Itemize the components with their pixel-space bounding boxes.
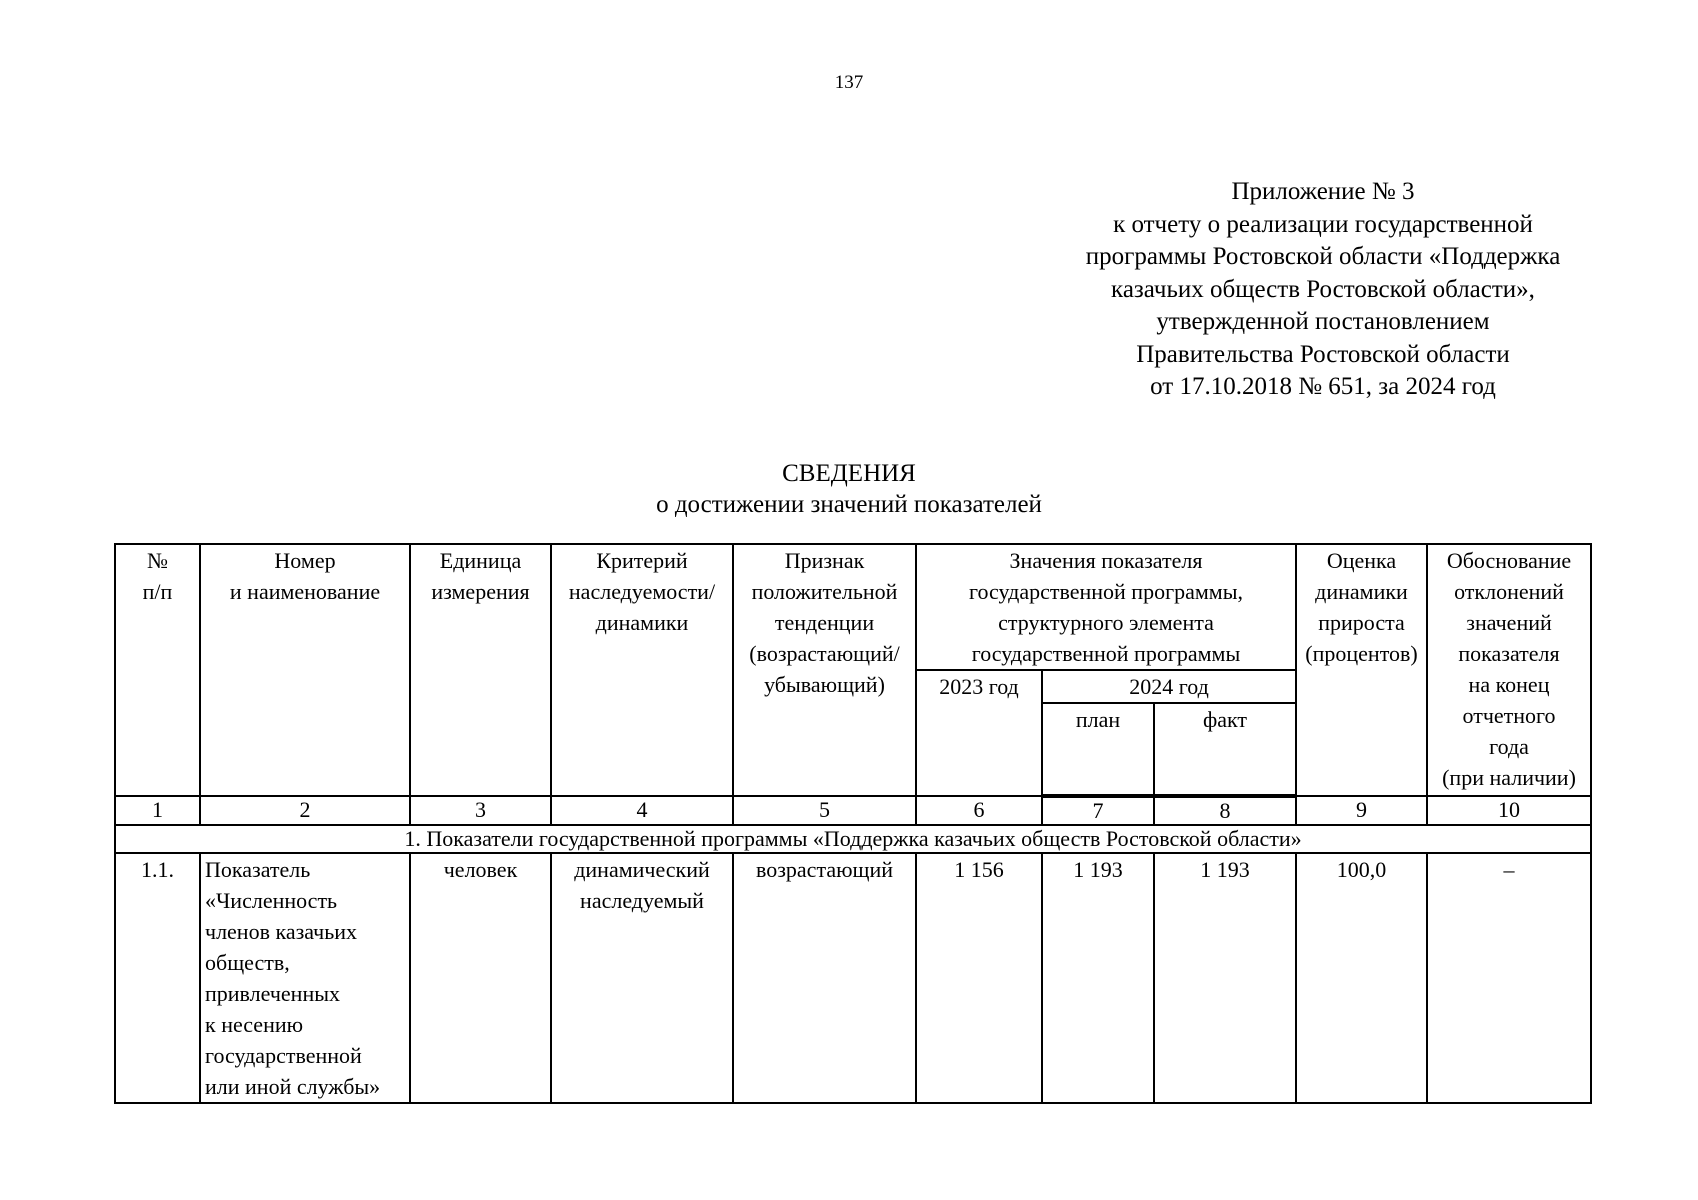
appendix-line: Приложение № 3 (1231, 178, 1415, 205)
row-criterion: динамический наследуемый (551, 853, 733, 1103)
column-number: 7 (1042, 796, 1154, 825)
document-title (0, 458, 1698, 520)
table-row (115, 853, 1591, 1103)
column-number: 9 (1296, 796, 1427, 825)
column-number: 4 (551, 796, 733, 825)
row-trend: возрастающий (733, 853, 916, 1103)
row-growth: 100,0 (1296, 853, 1427, 1103)
column-numbers-row (115, 796, 1591, 825)
indicators-table (114, 543, 1592, 1104)
header-fact: факт (1154, 703, 1296, 796)
appendix-line: к отчету о реализации государственной (1113, 210, 1533, 238)
header-col-criterion: Критерий наследуемости/ динамики (551, 544, 733, 796)
column-number: 5 (733, 796, 916, 825)
column-number: 2 (200, 796, 410, 825)
header-col-number: № п/п (115, 544, 200, 796)
appendix-line: от 17.10.2018 № 651, за 2024 год (1150, 373, 1496, 400)
row-fact-2024: 1 193 (1154, 853, 1296, 1103)
column-number: 8 (1154, 796, 1296, 825)
column-number: 6 (916, 796, 1042, 825)
document-title-main: СВЕДЕНИЯ (782, 460, 916, 487)
header-col-unit: Единица измерения (410, 544, 551, 796)
header-year-2024: 2024 год (1042, 670, 1296, 703)
row-value-2023: 1 156 (916, 853, 1042, 1103)
header-year-2023: 2023 год (916, 670, 1042, 796)
column-number: 10 (1427, 796, 1591, 825)
column-number: 1 (115, 796, 200, 825)
row-justification: – (1427, 853, 1591, 1103)
row-indicator-name: Показатель «Численность членов казачьих обществ, привлеченных к несению государственной или иной службы» (200, 853, 410, 1103)
header-col-justification: Обоснование отклонений значений показателя на конец отчетного года (при наличии) (1427, 544, 1591, 796)
appendix-header (1028, 176, 1618, 404)
header-col-name: Номер и наименование (200, 544, 410, 796)
row-number: 1.1. (115, 853, 200, 1103)
header-plan: план (1042, 703, 1154, 796)
section-title: 1. Показатели государственной программы «Поддержка казачьих обществ Ростовской области» (115, 825, 1591, 853)
page-number: 137 (834, 72, 864, 93)
header-col-growth: Оценка динамики прироста (процентов) (1296, 544, 1427, 796)
appendix-line: Правительства Ростовской области (1136, 340, 1510, 368)
section-row (115, 825, 1591, 853)
row-unit: человек (410, 853, 551, 1103)
column-number: 3 (410, 796, 551, 825)
header-values-group: Значения показателя государственной программы, структурного элемента государственной программы (916, 544, 1296, 670)
appendix-line: утвержденной постановлением (1156, 308, 1490, 335)
header-col-trend: Признак положительной тенденции (возрастающий/ убывающий) (733, 544, 916, 796)
appendix-line: программы Ростовской области «Поддержка (1085, 243, 1561, 270)
document-title-subtitle: о достижении значений показателей (656, 491, 1042, 518)
appendix-line: казачьих обществ Ростовской области», (1111, 275, 1535, 303)
header-row-1 (115, 544, 1591, 670)
row-plan-2024: 1 193 (1042, 853, 1154, 1103)
